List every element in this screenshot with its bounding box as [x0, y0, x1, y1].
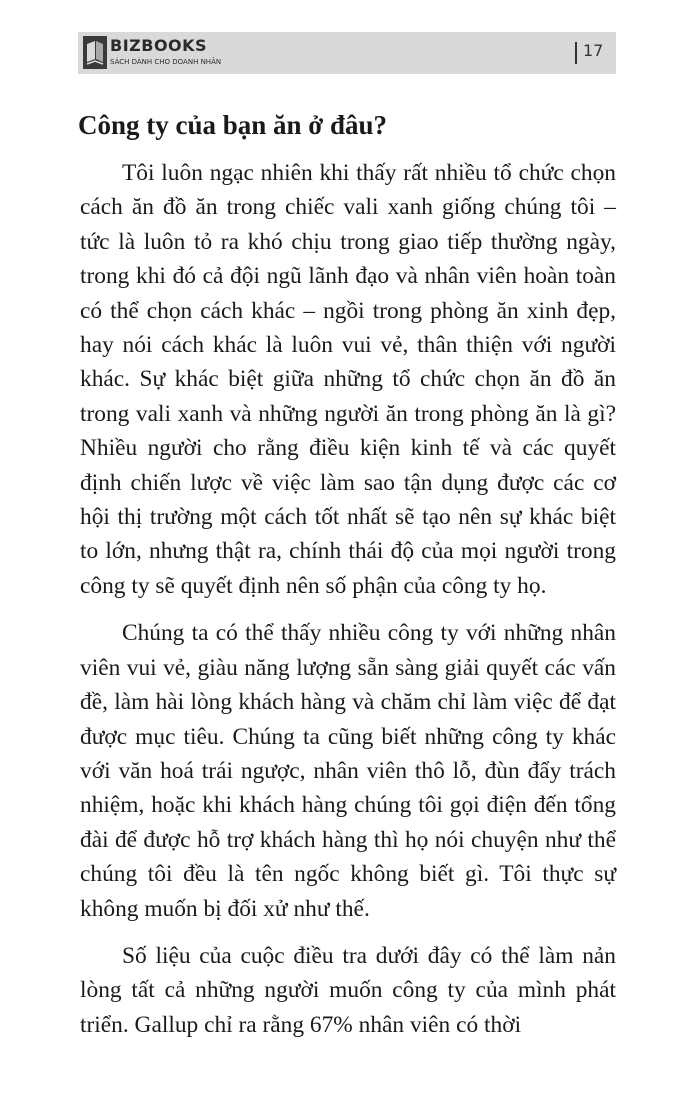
page-number-divider	[575, 42, 577, 64]
book-logo-icon	[83, 36, 107, 69]
paragraph: Chúng ta có thể thấy nhiều công ty với những nhân viên vui vẻ, giàu năng lượng sẵn sàng giải quyết các vấn đề, làm hài lòng khách hàng và chăm chỉ làm việc để đạt được mục tiêu. Chúng ta cũng biết những công ty khác với văn hoá trái ngược, nhân viên thô lỗ, đùn đẩy trách nhiệm, hoặc khi khách hàng chúng tôi gọi điện đến tổng đài để được hỗ trợ khách hàng thì họ nói chuyện như thể chúng tôi đều là tên ngốc không biết gì. Tôi thực sự không muốn bị đối xử như thế.	[80, 620, 616, 922]
paragraph: Số liệu của cuộc điều tra dưới đây có thể làm nản lòng tất cả những người muốn công ty của mình phát triển. Gallup chỉ ra rằng 67% nhân viên có thời	[80, 942, 616, 1038]
body-text	[80, 156, 616, 1055]
page-number: 17	[583, 41, 604, 60]
section-heading: Công ty của bạn ăn ở đâu?	[78, 110, 388, 140]
page-header	[78, 32, 616, 74]
paragraph: Tôi luôn ngạc nhiên khi thấy rất nhiều tổ chức chọn cách ăn đồ ăn trong chiếc vali xanh giống chúng tôi – tức là luôn tỏ ra khó chịu trong giao tiếp thường ngày, trong khi đó cả đội ngũ lãnh đạo và nhân viên hoàn toàn có thể chọn cách khác – ngồi trong phòng ăn xinh đẹp, hay nói cách khác là luôn vui vẻ, thân thiện với người khác. Sự khác biệt giữa những tổ chức chọn ăn đồ ăn trong vali xanh và những người ăn trong phòng ăn là gì? Nhiều người cho rằng điều kiện kinh tế và các quyết định chiến lược về việc làm sao tận dụng được các cơ hội thị trường một cách tốt nhất sẽ tạo nên sự khác biệt to lớn, nhưng thật ra, chính thái độ của mọi người trong công ty sẽ quyết định nên số phận của công ty họ.	[80, 160, 616, 599]
bizbooks-logo	[83, 35, 263, 71]
brand-name: BIZBOOKS	[110, 36, 208, 55]
brand-tagline: SÁCH DÀNH CHO DOANH NHÂN	[110, 58, 222, 66]
